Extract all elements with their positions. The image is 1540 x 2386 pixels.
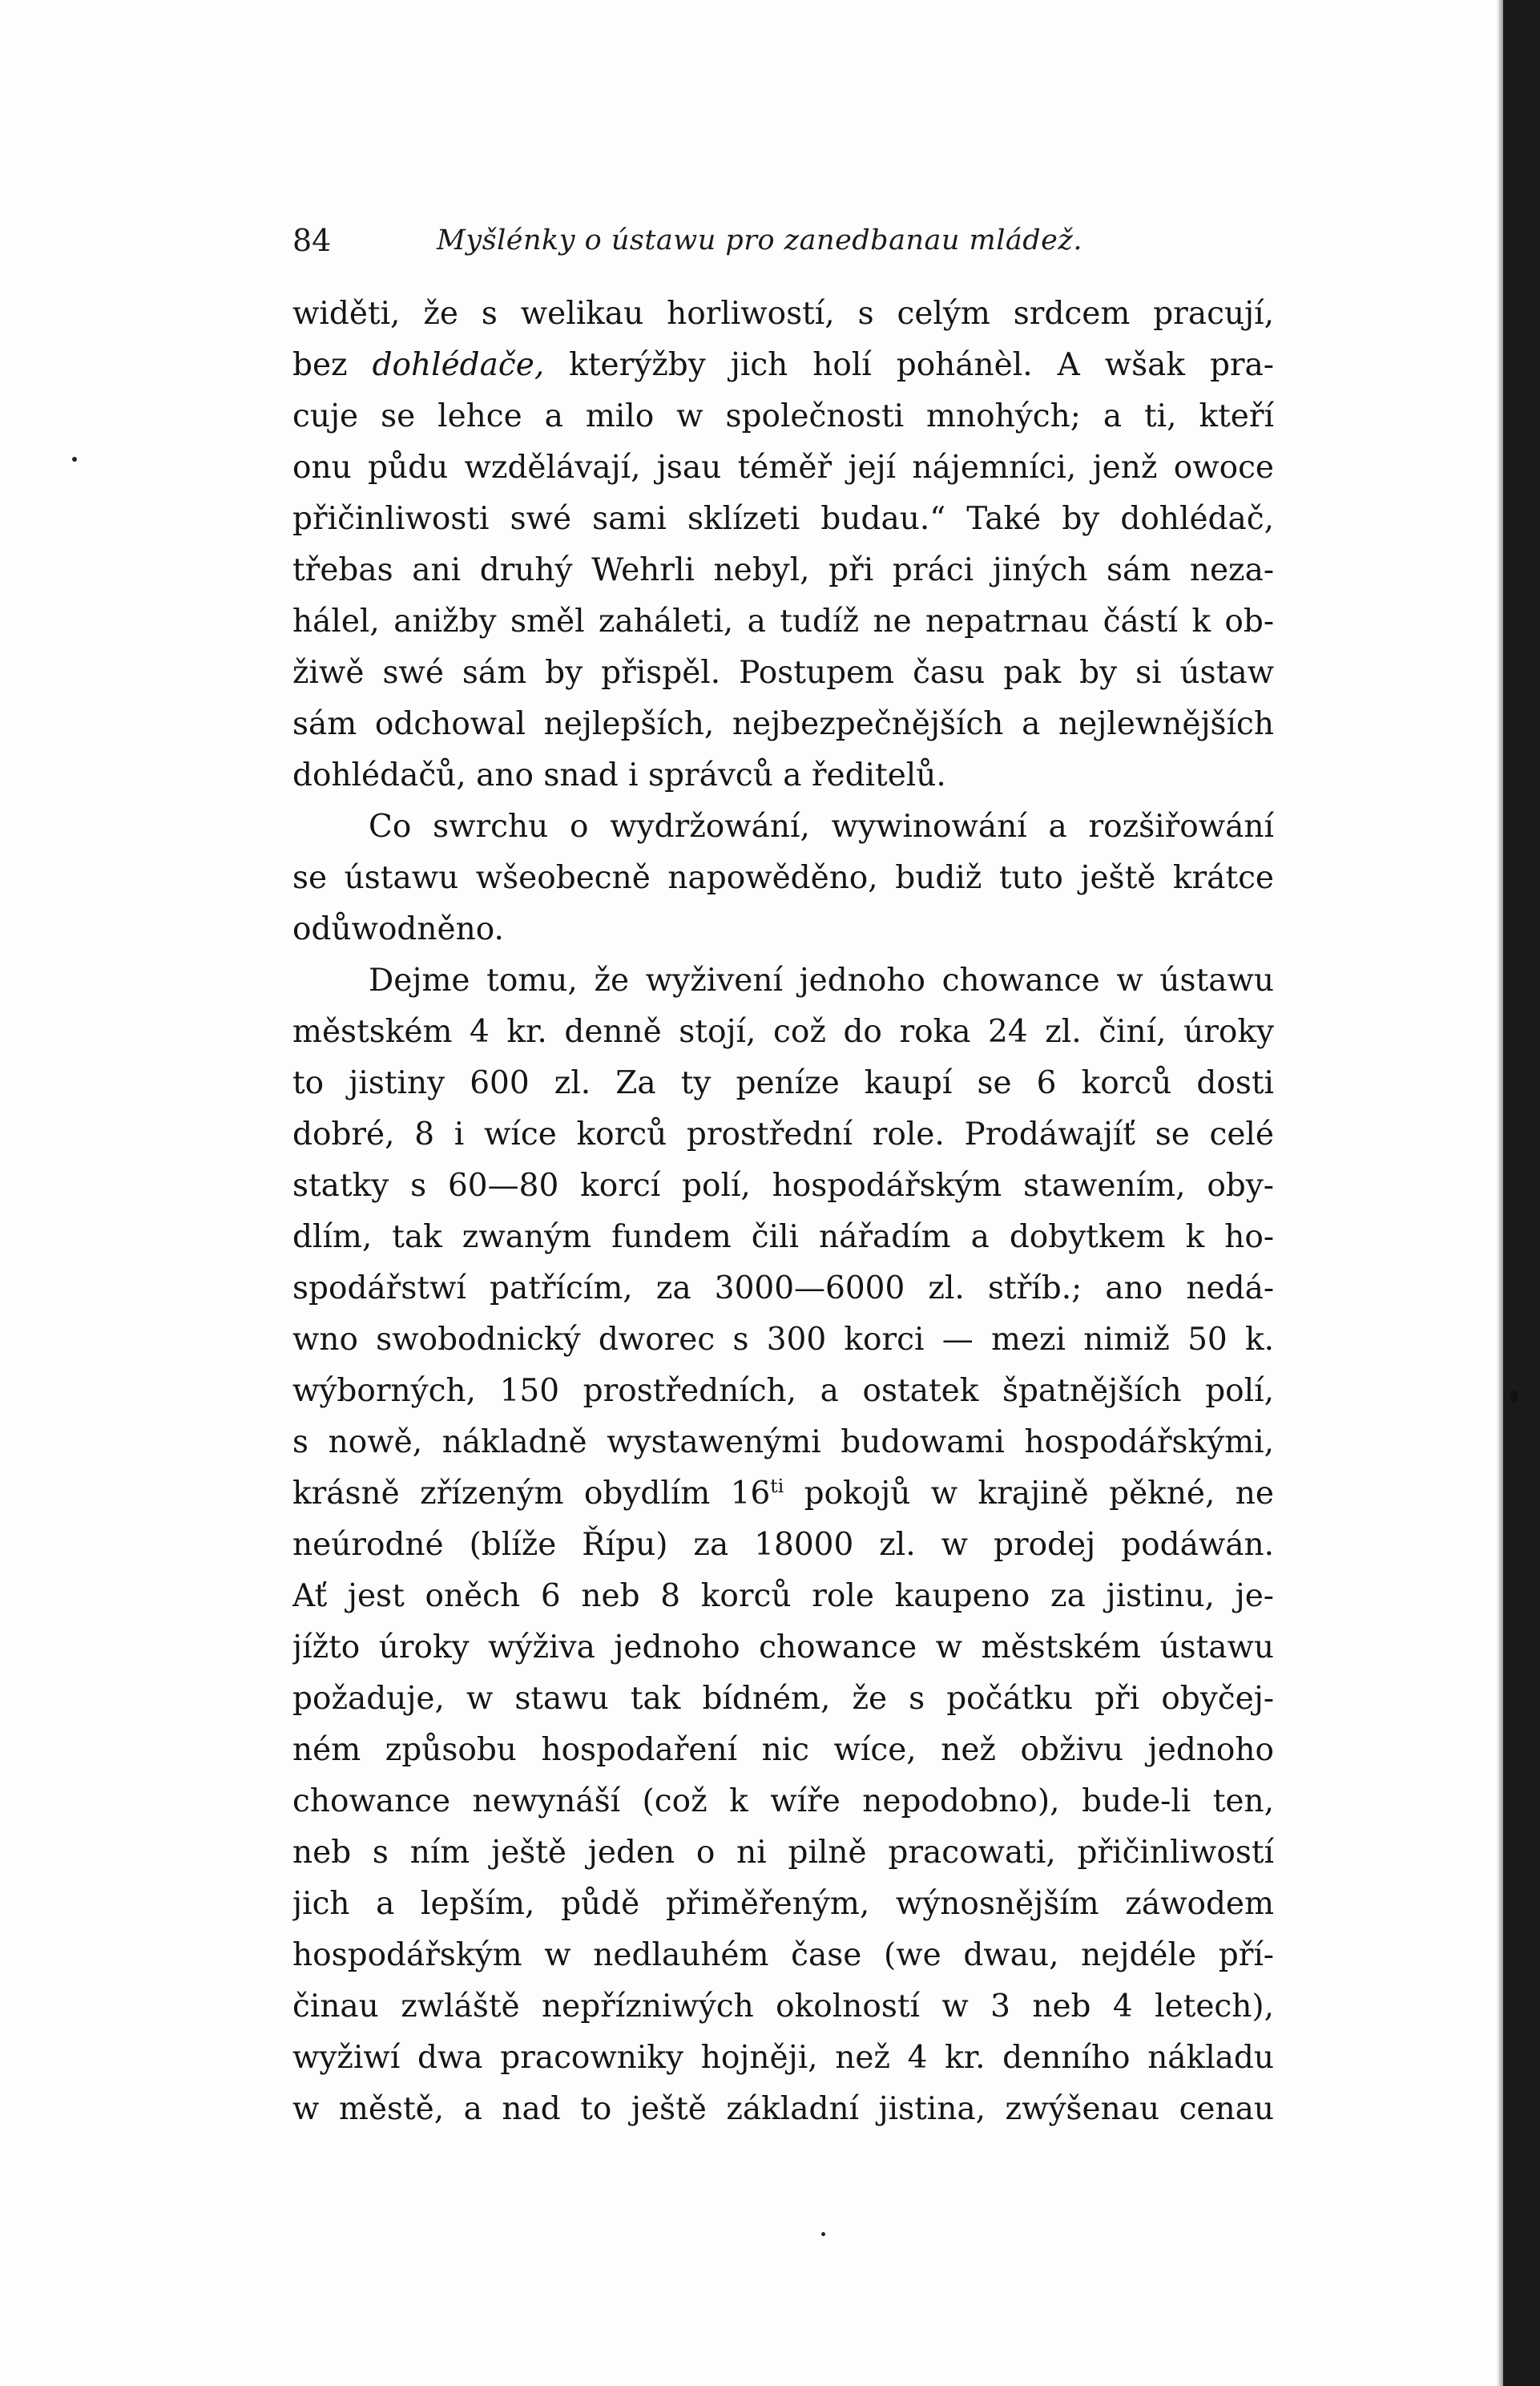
text-line: hálel, anižby směl zaháleti, a tudíž ne nepatrnau částí k ob-: [292, 604, 1274, 640]
text-line: widěti, že s welikau horliwostí, s celým srdcem pracují,: [292, 296, 1274, 332]
ink-speck: [1510, 1391, 1518, 1402]
text-line: ném způsobu hospodaření nic wíce, než obživu jednoho: [292, 1732, 1274, 1768]
text-fragment: bez: [292, 347, 373, 383]
ink-speck: [821, 2232, 825, 2236]
text-line: třebas ani druhý Wehrli nebyl, při práci jiných sám neza-: [292, 552, 1274, 588]
text-line: chowance newynáší (což k wíře nepodobno), bude-li ten,: [292, 1783, 1274, 1819]
text-line: přičinliwosti swé sami sklízeti budau.“ Také by dohlédač,: [292, 501, 1274, 537]
text-line: [292, 340, 1274, 391]
text-line: cuje se lehce a milo w společnosti mnohých; a ti, kteří: [292, 398, 1274, 434]
page-number: 84: [292, 223, 332, 258]
superscript: ti: [770, 1475, 784, 1497]
text-fragment: pokojů w krajině pěkné, ne: [784, 1476, 1274, 1512]
text-fragment: krásně zřízeným obydlím 16: [292, 1476, 771, 1512]
text-line: neúrodné (blíže Řípu) za 18000 zl. w prodej podáwán.: [292, 1527, 1274, 1563]
text-line: Dejme tomu, že wyživení jednoho chowance w ústawu: [369, 963, 1274, 999]
page-edge-border: [1503, 0, 1540, 2386]
text-line: činau zwláště nepřízniwých okolností w 3 neb 4 letech),: [292, 1988, 1274, 2025]
text-line: wýborných, 150 prostředních, a ostatek špatnějších polí,: [292, 1373, 1274, 1409]
text-line: sám odchowal nejlepších, nejbezpečnějších a nejlewnějších: [292, 706, 1274, 742]
text-line: hospodářským w nedlauhém čase (we dwau, nejdéle pří-: [292, 1937, 1274, 1973]
text-line: jížto úroky wýživa jednoho chowance w městském ústawu: [292, 1629, 1274, 1665]
text-line: dohlédačů, ano snad i správců a ředitelů.: [292, 757, 946, 793]
text-line: dlím, tak zwaným fundem čili nářadím a dobytkem k ho-: [292, 1219, 1274, 1255]
text-line: městském 4 kr. denně stojí, což do roka 24 zl. činí, úroky: [292, 1014, 1274, 1050]
running-title: Myšlénky o ústawu pro zanedbanau mládež.: [437, 224, 1082, 256]
text-line: onu půdu wzdělávají, jsau téměř její nájemníci, jenž owoce: [292, 450, 1274, 486]
page-edge-shadow: [1497, 0, 1503, 2386]
text-fragment: kterýžby jich holí pohánèl. A wšak pra-: [544, 347, 1274, 383]
text-line: s nowě, nákladně wystawenými budowami hospodářskými,: [292, 1424, 1274, 1460]
text-line: Co swrchu o wydržowání, wywinowání a rozšiřowání: [369, 809, 1274, 845]
text-line: neb s ním ještě jeden o ni pilně pracowati, přičinliwostí: [292, 1835, 1274, 1871]
text-line: se ústawu wšeobecně napowěděno, budiž tuto ještě krátce: [292, 860, 1274, 896]
ink-speck: [72, 457, 77, 462]
page-header: [292, 216, 1286, 264]
text-line: [292, 1468, 1274, 1520]
text-line: odůwodněno.: [292, 911, 504, 947]
page-body: [292, 289, 1274, 2135]
text-line: Ať jest oněch 6 neb 8 korců role kaupeno za jistinu, je-: [292, 1578, 1274, 1614]
emphasized-word: dohlédače,: [372, 347, 545, 383]
text-line: spodářstwí patřícím, za 3000—6000 zl. stříb.; ano nedá-: [292, 1270, 1274, 1306]
text-line: dobré, 8 i wíce korců prostřední role. Prodáwajíť se celé: [292, 1116, 1274, 1153]
text-line: statky s 60—80 korcí polí, hospodářským stawením, oby-: [292, 1168, 1274, 1204]
text-line: žiwě swé sám by přispěl. Postupem času pak by si ústaw: [292, 655, 1274, 691]
text-line: jich a lepším, půdě přiměřeným, wýnosnějším záwodem: [292, 1886, 1274, 1922]
text-line: w městě, a nad to ještě základní jistina, zwýšenau cenau: [292, 2091, 1274, 2127]
text-line: požaduje, w stawu tak bídném, že s počátku při obyčej-: [292, 1681, 1274, 1717]
text-line: wyžiwí dwa pracowniky hojněji, než 4 kr. denního nákladu: [292, 2040, 1274, 2076]
text-line: to jistiny 600 zl. Za ty peníze kaupí se 6 korců dosti: [292, 1065, 1274, 1101]
text-line: wno swobodnický dworec s 300 korci — mezi nimiž 50 k.: [292, 1322, 1274, 1358]
